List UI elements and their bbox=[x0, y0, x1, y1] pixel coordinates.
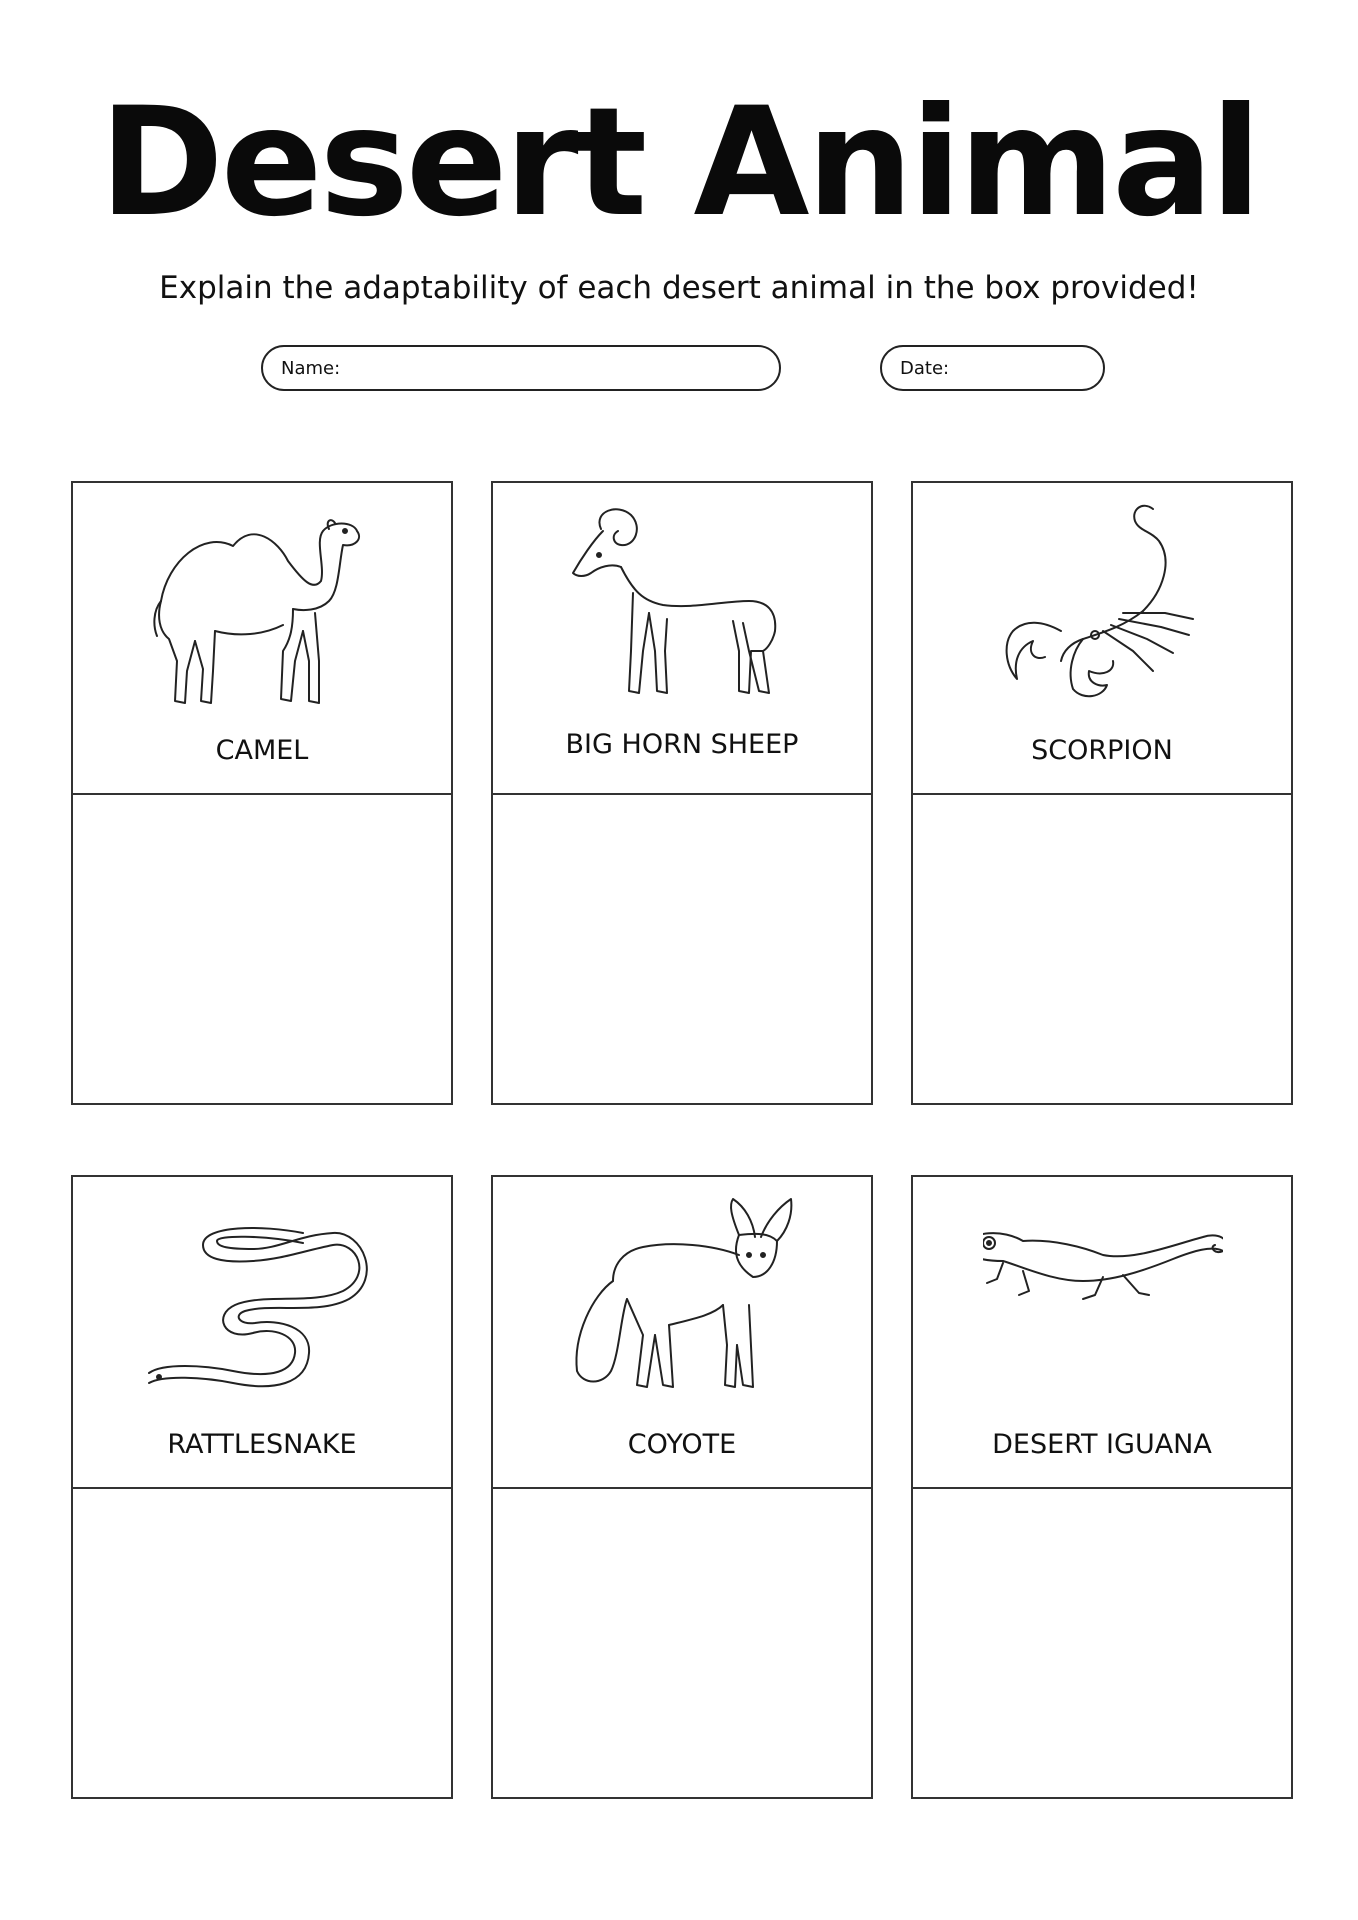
answer-box-bighorn-sheep[interactable] bbox=[493, 795, 871, 1103]
animal-label-coyote: COYOTE bbox=[627, 1429, 737, 1460]
answer-box-camel[interactable] bbox=[73, 795, 451, 1103]
animal-label-scorpion: SCORPION bbox=[1031, 735, 1173, 766]
animal-card-coyote bbox=[491, 1175, 873, 1799]
animal-label-rattlesnake: RATTLESNAKE bbox=[167, 1429, 357, 1460]
animal-picture-panel bbox=[73, 1177, 451, 1489]
coyote-icon bbox=[563, 1195, 803, 1415]
date-field[interactable] bbox=[880, 345, 1105, 391]
bighorn-sheep-icon bbox=[563, 501, 803, 721]
animal-card-camel bbox=[71, 481, 453, 1105]
answer-box-rattlesnake[interactable] bbox=[73, 1489, 451, 1797]
animal-card-desert-iguana bbox=[911, 1175, 1293, 1799]
animal-card-scorpion bbox=[911, 481, 1293, 1105]
name-label: Name: bbox=[281, 358, 341, 379]
animal-label-desert-iguana: DESERT IGUANA bbox=[992, 1429, 1212, 1460]
page-title: Desert Animal bbox=[99, 76, 1259, 250]
animal-picture-panel bbox=[913, 483, 1291, 795]
animal-picture-panel bbox=[73, 483, 451, 795]
camel-icon bbox=[143, 501, 383, 721]
animal-picture-panel bbox=[493, 483, 871, 795]
answer-box-coyote[interactable] bbox=[493, 1489, 871, 1797]
answer-box-desert-iguana[interactable] bbox=[913, 1489, 1291, 1797]
animal-card-bighorn-sheep bbox=[491, 481, 873, 1105]
rattlesnake-icon bbox=[143, 1195, 383, 1415]
scorpion-icon bbox=[983, 501, 1223, 721]
name-field[interactable] bbox=[261, 345, 781, 391]
date-label: Date: bbox=[900, 358, 950, 379]
instruction-text: Explain the adaptability of each desert animal in the box provided! bbox=[159, 270, 1199, 306]
animal-label-camel: CAMEL bbox=[215, 735, 309, 766]
animal-picture-panel bbox=[493, 1177, 871, 1489]
animal-card-rattlesnake bbox=[71, 1175, 453, 1799]
answer-box-scorpion[interactable] bbox=[913, 795, 1291, 1103]
desert-iguana-icon bbox=[983, 1195, 1223, 1415]
animal-label-bighorn-sheep: BIG HORN SHEEP bbox=[565, 729, 799, 760]
animal-picture-panel bbox=[913, 1177, 1291, 1489]
